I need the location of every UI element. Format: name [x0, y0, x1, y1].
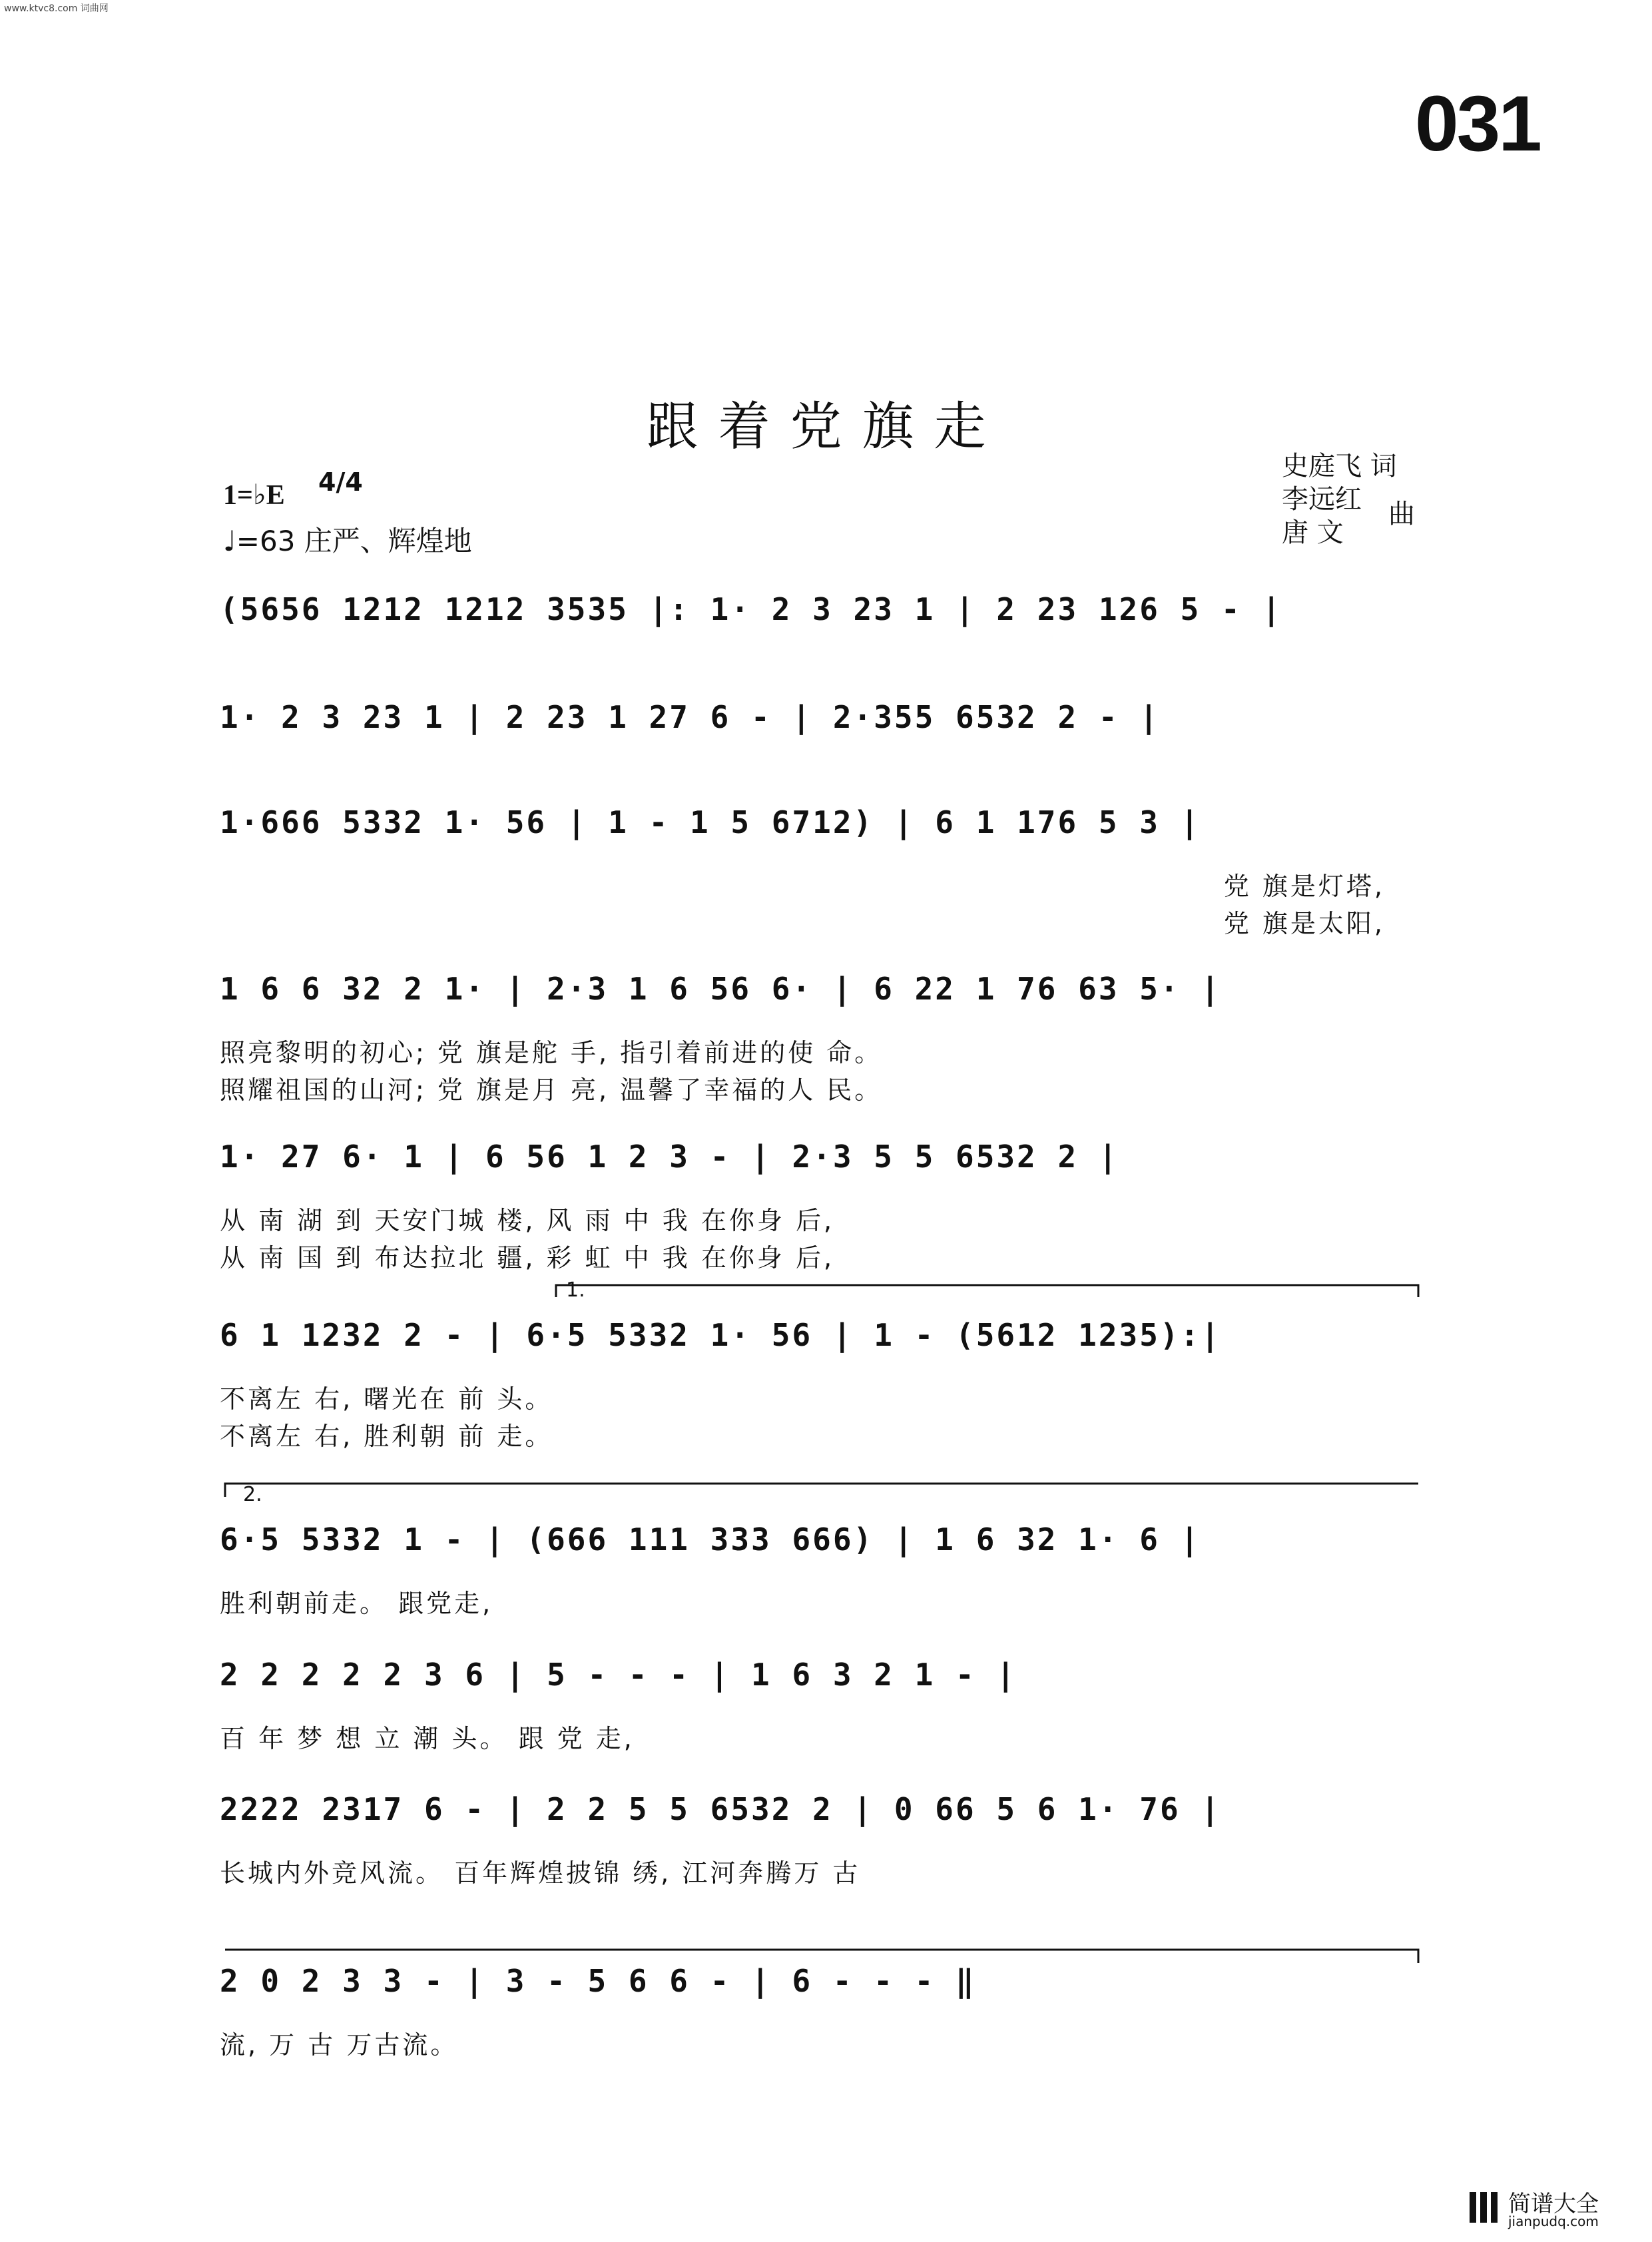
- watermark: www.ktvc8.com 词曲网: [4, 3, 109, 14]
- lyric-verse-2: 从 南 国 到 布达拉北 疆, 彩 虹 中 我 在你身 后,: [220, 1243, 835, 1272]
- site-url: jianpudq.com: [1508, 2213, 1599, 2229]
- volta-2-label: 2.: [243, 1483, 262, 1506]
- notation: 6·5 5332 1 - | (666 111 333 666) | 1 6 32 1· 6 |: [220, 1522, 1201, 1557]
- lyric-verse-1: 胜利朝前走。 跟党走,: [220, 1589, 493, 1618]
- volta-1-label: 1.: [566, 1278, 585, 1302]
- lyric-verse-2: 党 旗是太阳,: [1223, 909, 1385, 938]
- lyric-verse-1: 不离左 右, 曙光在 前 头。: [220, 1384, 553, 1414]
- notation: 2 0 2 3 3 - | 3 - 5 6 6 - | 6 - - - ‖: [220, 1963, 976, 1999]
- notation: 1· 2 3 23 1 | 2 23 1 27 6 - | 2·355 6532 2 - |: [220, 699, 1160, 735]
- lyric-verse-1: 从 南 湖 到 天安门城 楼, 风 雨 中 我 在你身 后,: [220, 1206, 835, 1235]
- song-title: 跟着党旗走: [646, 397, 1006, 457]
- volta-2-bracket: [225, 1484, 1418, 1497]
- key-signature: 1=♭E: [223, 480, 285, 511]
- notation: 1·666 5332 1· 56 | 1 - 1 5 6712) | 6 1 176 5 3 |: [220, 804, 1201, 840]
- composer-2: 唐 文: [1282, 517, 1344, 548]
- composer-role: 曲: [1388, 499, 1415, 529]
- page-number: 031: [1415, 80, 1540, 168]
- composer-1: 李远红: [1282, 484, 1362, 515]
- notation: 2 2 2 2 2 3 6 | 5 - - - | 1 6 3 2 1 - |: [220, 1657, 1017, 1693]
- notation: 1 6 6 32 2 1· | 2·3 1 6 56 6· | 6 22 1 76 63 5· |: [220, 971, 1222, 1007]
- lyricist-credit: 史庭飞 词: [1282, 451, 1397, 481]
- lyric-verse-1: 百 年 梦 想 立 潮 头。 跟 党 走,: [220, 1724, 635, 1753]
- tempo-marking: ♩=63 庄严、辉煌地: [223, 525, 472, 557]
- lyric-verse-1: 流, 万 古 万古流。: [220, 2030, 459, 2060]
- coda-line: [225, 1950, 1418, 1963]
- volta-1-bracket: [556, 1285, 1418, 1297]
- lyric-verse-1: 长城内外竞风流。 百年辉煌披锦 绣, 江河奔腾万 古: [220, 1858, 861, 1888]
- piano-keys-icon: [1468, 2191, 1502, 2224]
- lyric-verse-1: 党 旗是灯塔,: [1223, 872, 1385, 901]
- notation: 1· 27 6· 1 | 6 56 1 2 3 - | 2·3 5 5 6532 2 |: [220, 1139, 1119, 1175]
- notation: (5656 1212 1212 3535 |: 1· 2 3 23 1 | 2 23 126 5 - |: [220, 591, 1283, 627]
- time-signature: 4/4: [318, 467, 363, 497]
- site-logo: [1468, 2185, 1635, 2232]
- lyric-verse-2: 不离左 右, 胜利朝 前 走。: [220, 1422, 553, 1451]
- lyric-verse-2: 照耀祖国的山河; 党 旗是月 亮, 温馨了幸福的人 民。: [220, 1075, 883, 1105]
- notation: 6 1 1232 2 - | 6·5 5332 1· 56 | 1 - (5612 1235):|: [220, 1317, 1222, 1353]
- notation: 2222 2317 6 - | 2 2 5 5 6532 2 | 0 66 5 6 1· 76 |: [220, 1791, 1222, 1827]
- lyric-verse-1: 照亮黎明的初心; 党 旗是舵 手, 指引着前进的使 命。: [220, 1038, 883, 1067]
- site-brand: 简谱大全: [1508, 2191, 1599, 2217]
